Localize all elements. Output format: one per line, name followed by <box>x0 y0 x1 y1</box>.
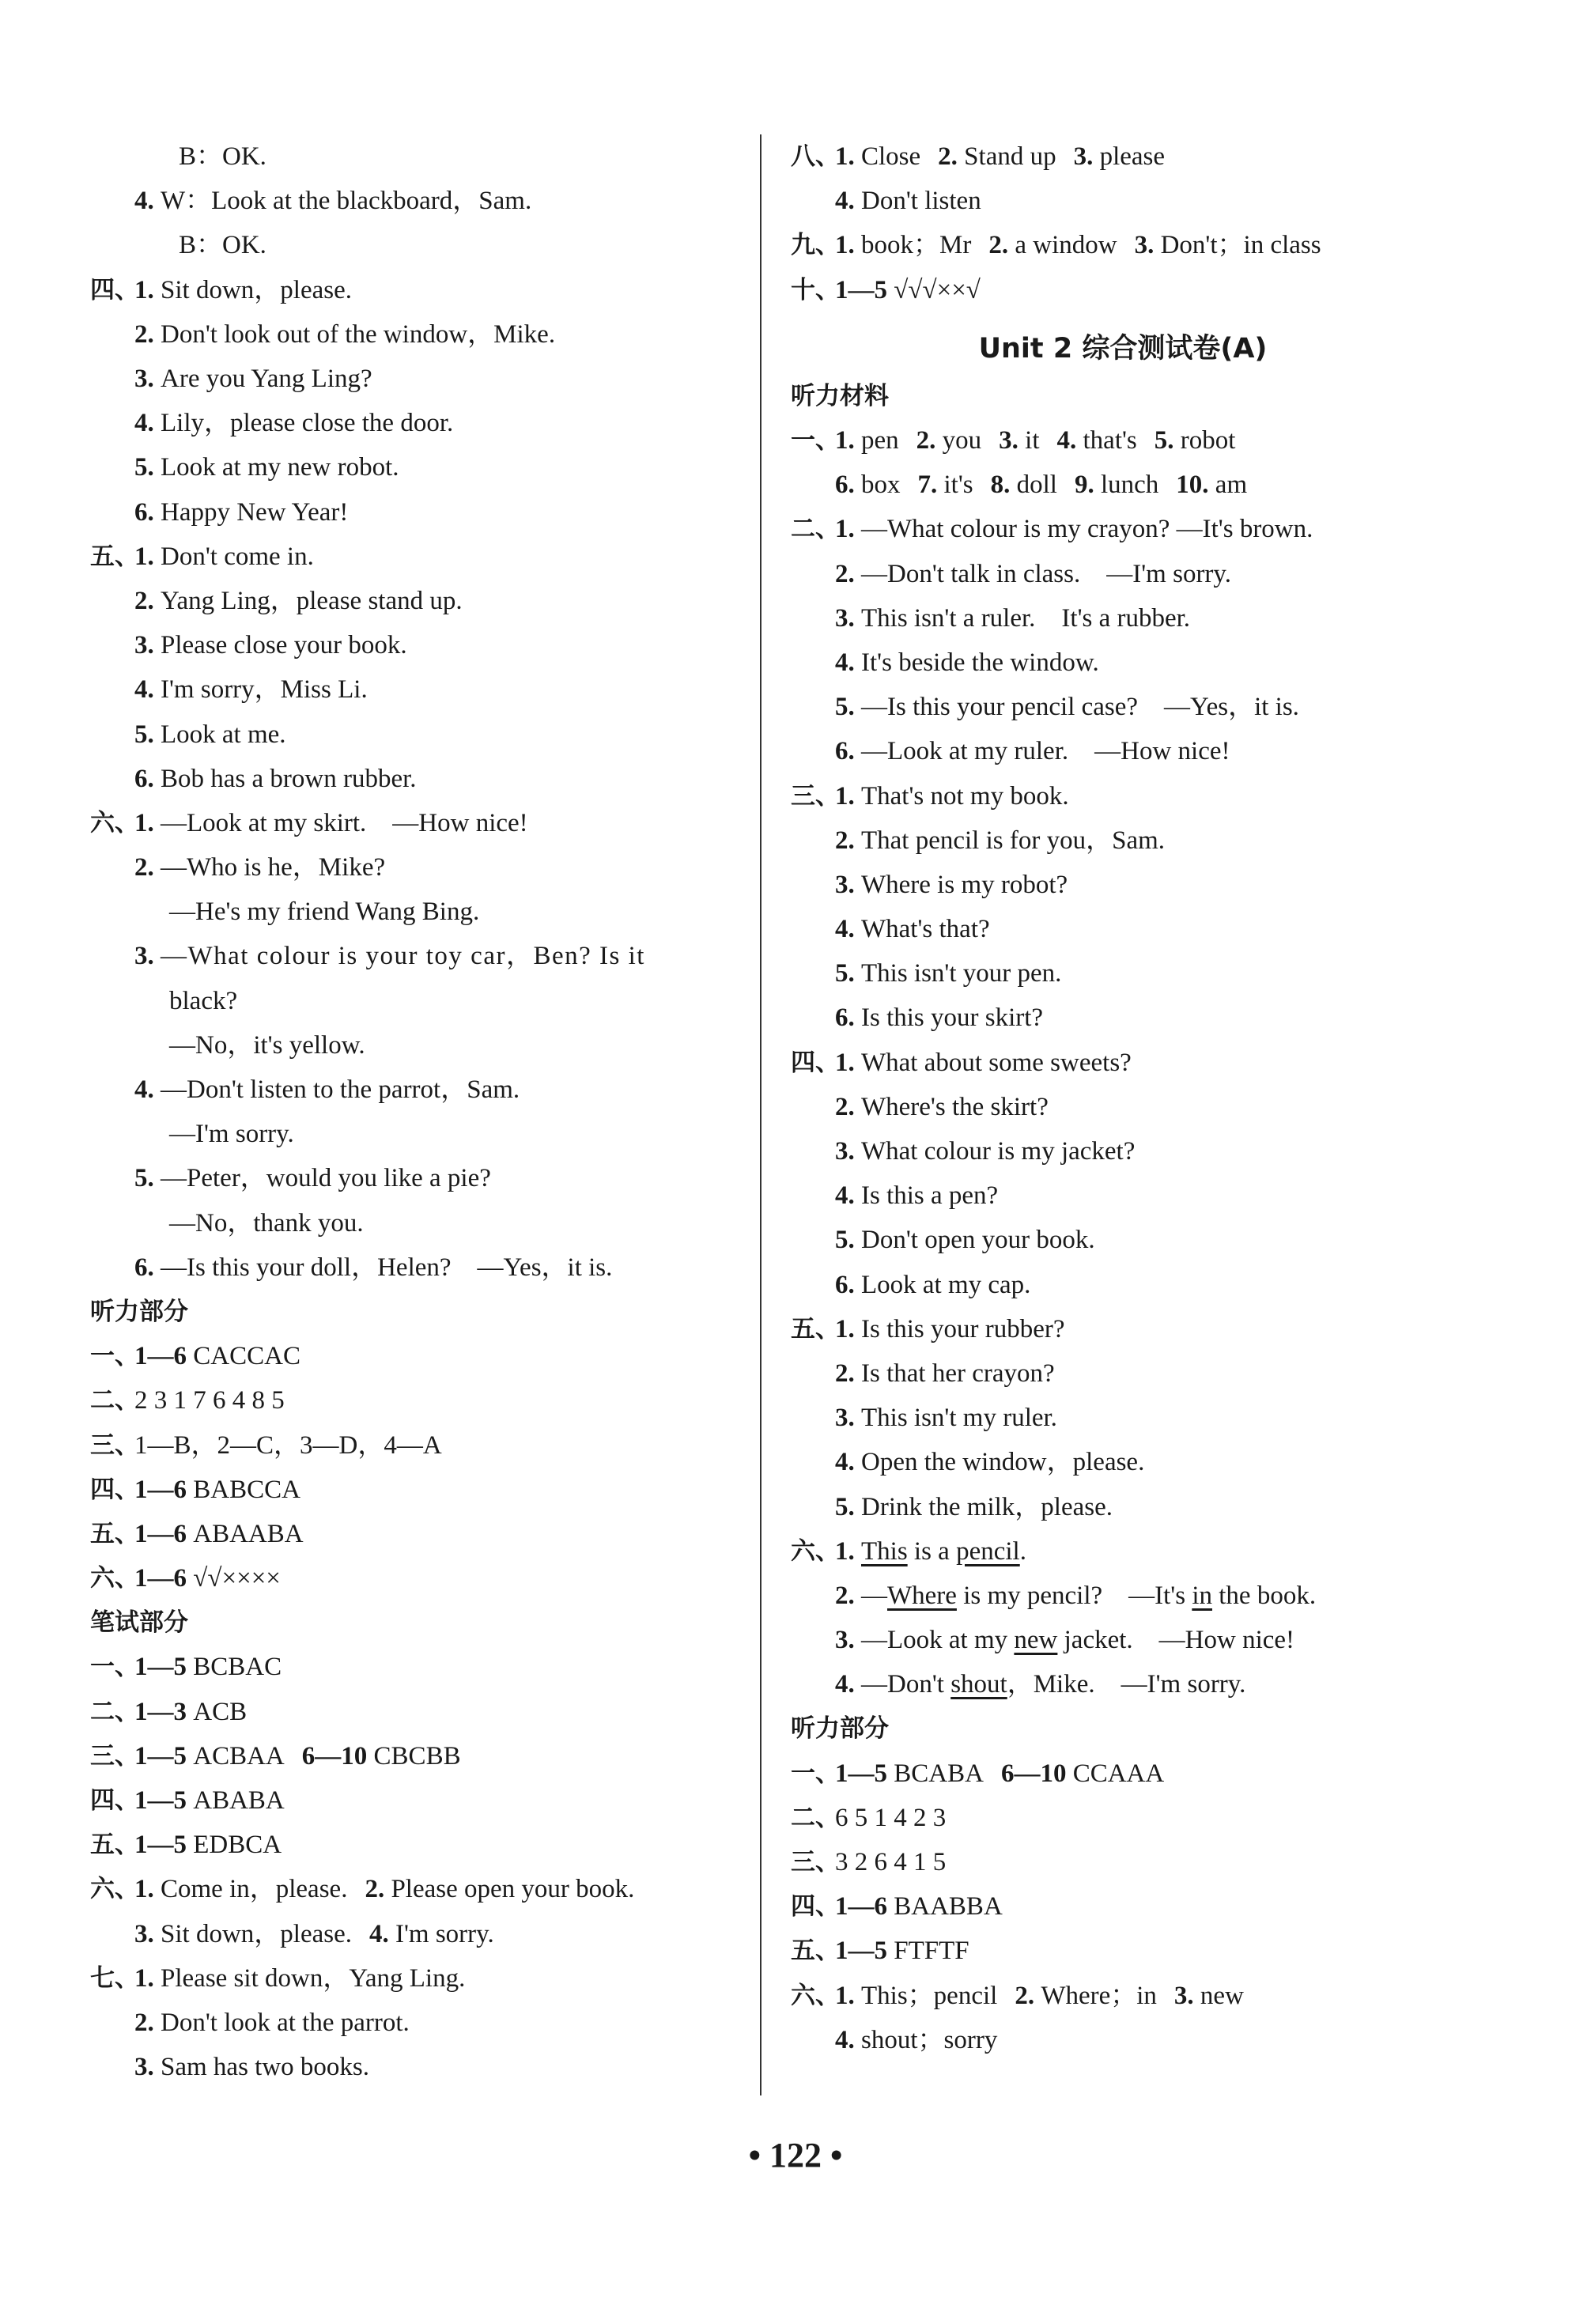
answer-line: 3. This isn't my ruler. <box>835 1404 1057 1433</box>
answer-line: 3. Where is my robot? <box>835 870 1068 899</box>
answer-line: 六、 1—6 √√×××× <box>90 1564 281 1593</box>
answer-line: 3. —What colour is your toy car，Ben? Is it <box>134 942 645 971</box>
answer-line: 二、 1—3 ACB <box>90 1697 248 1726</box>
answer-line: 4. —Don't shout ，Mike. —I'm sorry. <box>835 1670 1246 1699</box>
answer-line: 4. Is this a pen? <box>835 1181 999 1211</box>
answer-line: 4. It's beside the window. <box>835 648 1099 677</box>
answer-line: 四、 1—6 BAABBA <box>791 1892 1003 1922</box>
answer-line: 6. —Is this your doll，Helen? —Yes，it is. <box>134 1253 613 1282</box>
answer-line: 3. Please close your book. <box>134 631 407 660</box>
answer-line: 4. Open the window，please. <box>835 1448 1145 1477</box>
section-heading: 听力部分 <box>791 1714 889 1744</box>
answer-line: B：OK. <box>179 142 266 172</box>
answer-line: —I'm sorry. <box>169 1120 294 1149</box>
answer-line: 2. —Who is he，Mike? <box>134 853 386 882</box>
answer-line: 十、 1—5 √√√××√ <box>791 275 981 304</box>
answer-line: 4. Don't listen <box>835 187 981 216</box>
answer-line: 四、 1—6 BABCCA <box>90 1475 300 1504</box>
answer-line: 4. What's that? <box>835 915 990 944</box>
answer-line: 五、 1. Don't come in. <box>90 542 314 571</box>
answer-line: 五、 1—5 EDBCA <box>90 1831 282 1860</box>
answer-line: 五、 1—5 FTFTF <box>791 1937 969 1966</box>
answer-line: 4. shout；sorry <box>835 2025 998 2054</box>
answer-line: —No，thank you. <box>169 1208 364 1238</box>
answer-line: 三、 1—5 ACBAA 6—10 CBCBB <box>90 1741 461 1770</box>
right-column <box>791 134 1455 2062</box>
answer-line: 2. Is that her crayon? <box>835 1359 1055 1388</box>
answer-line: —No，it's yellow. <box>169 1030 365 1060</box>
answer-line: 5. Drink the milk，please. <box>835 1492 1113 1521</box>
answer-line: 6. Bob has a brown rubber. <box>134 764 417 793</box>
answer-line: 2. Don't look out of the window，Mike. <box>134 319 556 349</box>
answer-line: 5. Look at my new robot. <box>134 453 399 482</box>
answer-line: 5. —Peter，would you like a pie? <box>134 1164 491 1193</box>
answer-line: 六、 1. Come in，please. 2. Please open your book. <box>90 1875 635 1904</box>
answer-line: 6. Happy New Year! <box>134 497 349 527</box>
answer-line: 2. That pencil is for you，Sam. <box>835 826 1166 855</box>
answer-line: 七、 1. Please sit down，Yang Ling. <box>90 1963 466 1993</box>
answer-line: 九、 1. book；Mr 2. a window 3. Don't；in class <box>791 231 1321 260</box>
answer-line: 3. Sit down，please. 4. I'm sorry. <box>134 1919 494 1948</box>
left-column <box>90 134 739 2089</box>
answer-line: 5. Look at me. <box>134 720 286 749</box>
answer-line: 一、 1—5 BCABA 6—10 CCAAA <box>791 1759 1165 1788</box>
answer-line: 一、 1—6 CACCAC <box>90 1342 300 1371</box>
answer-line: 6. Look at my cap. <box>835 1270 1031 1299</box>
answer-line: black? <box>169 986 238 1015</box>
answer-line: 三、 1—B，2—C，3—D，4—A <box>90 1430 442 1460</box>
answer-line: 六、 1. This is a pencil . <box>791 1536 1026 1566</box>
answer-line: 2. Don't look at the parrot. <box>134 2008 410 2037</box>
answer-line: 二、 6 5 1 4 2 3 <box>791 1803 947 1832</box>
answer-line: 一、 1. pen 2. you 3. it 4. that's 5. robot <box>791 426 1236 455</box>
answer-line: 2. — Where is my pencil? —It's in the book. <box>835 1581 1317 1610</box>
answer-line: 2. Yang Ling，please stand up. <box>134 586 463 615</box>
answer-line: 6. box 7. it's 8. doll 9. lunch 10. am <box>835 470 1248 500</box>
section-heading: 笔试部分 <box>90 1608 188 1638</box>
answer-line: 四、 1—5 ABABA <box>90 1786 285 1816</box>
answer-line: 4. W：Look at the blackboard，Sam. <box>134 187 532 216</box>
answer-line: 三、 1. That's not my book. <box>791 781 1069 811</box>
answer-line: 六、 1. —Look at my skirt. —How nice! <box>90 808 528 837</box>
answer-line: 5. Don't open your book. <box>835 1226 1095 1255</box>
answer-line: B：OK. <box>179 231 266 260</box>
answer-line: 2. —Don't talk in class. —I'm sorry. <box>835 559 1232 588</box>
answer-line: 3. This isn't a ruler. It's a rubber. <box>835 603 1191 633</box>
answer-line: —He's my friend Wang Bing. <box>169 897 480 927</box>
answer-line: 二、 2 3 1 7 6 4 8 5 <box>90 1386 285 1415</box>
answer-line: 6. Is this your skirt? <box>835 1003 1044 1033</box>
answer-line: 3. What colour is my jacket? <box>835 1137 1136 1166</box>
page-number: • 122 • <box>748 2136 843 2175</box>
section-heading: 听力材料 <box>791 381 889 410</box>
unit-title: Unit 2 综合测试卷(A) <box>978 332 1268 365</box>
answer-line: 二、 1. —What colour is my crayon? —It's brown. <box>791 515 1313 544</box>
answer-line: 五、 1—6 ABAABA <box>90 1519 304 1548</box>
answer-line: 3. —Look at my new jacket. —How nice! <box>835 1626 1295 1655</box>
answer-line: 6. —Look at my ruler. —How nice! <box>835 737 1230 766</box>
answer-line: 3. Sam has two books. <box>134 2053 369 2082</box>
answer-line: 2. Where's the skirt? <box>835 1092 1049 1121</box>
answer-line: 四、 1. Sit down，please. <box>90 275 352 304</box>
column-divider <box>760 134 761 2095</box>
answer-line: 五、 1. Is this your rubber? <box>791 1314 1065 1343</box>
answer-line: 3. Are you Yang Ling? <box>134 365 372 394</box>
answer-line: 八、 1. Close 2. Stand up 3. please <box>791 142 1166 172</box>
answer-line: 4. Lily，please close the door. <box>134 409 454 438</box>
answer-line: 4. —Don't listen to the parrot，Sam. <box>134 1075 520 1105</box>
answer-line: 5. This isn't your pen. <box>835 959 1062 988</box>
answer-line: 4. I'm sorry，Miss Li. <box>134 675 368 705</box>
answer-line: 5. —Is this your pencil case? —Yes，it is. <box>835 693 1299 722</box>
answer-line: 三、 3 2 6 4 1 5 <box>791 1848 947 1877</box>
answer-line: 四、 1. What about some sweets? <box>791 1048 1132 1077</box>
section-heading: 听力部分 <box>90 1297 188 1326</box>
answer-line: 六、 1. This；pencil 2. Where；in 3. new <box>791 1981 1244 2010</box>
answer-line: 一、 1—5 BCBAC <box>90 1653 282 1682</box>
